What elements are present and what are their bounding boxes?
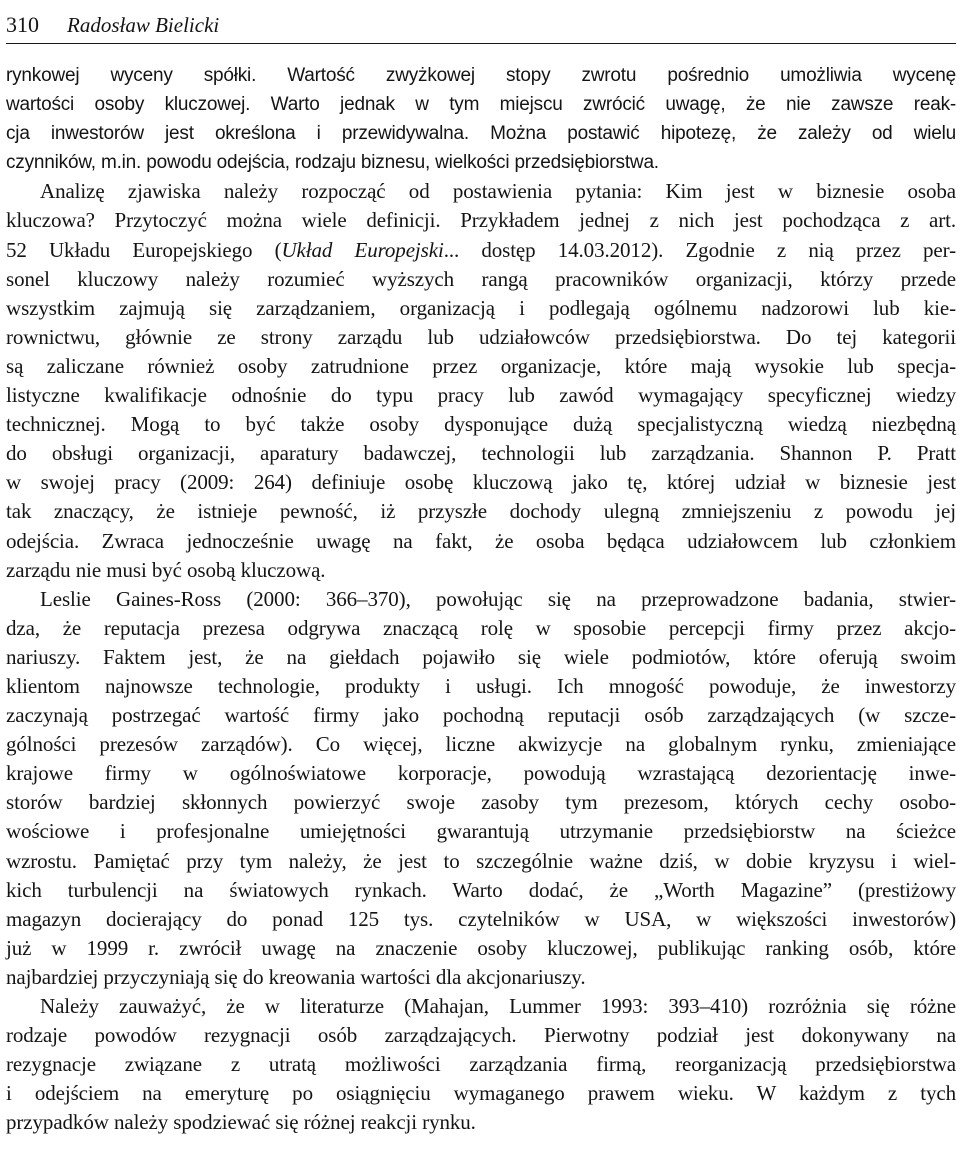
text-line: nariuszy. Faktem jest, że na giełdach pojawiło się wiele podmiotów, które oferują swoim [6,644,956,669]
page-number: 310 [6,12,39,37]
text-line: krajowe firmy w ogólnoświatowe korporacje, powodują wzrastającą dezorientację inwe- [6,761,956,786]
text-line: magazyn docierający do ponad 125 tys. czytelników w USA, w większości inwestorów) [6,906,956,931]
text-line: technicznej. Mogą to być także osoby dysponujące dużą specjalistyczną wiedzą niezbędną [6,412,956,437]
text-line: najbardziej przyczyniają się do kreowania wartości dla akcjonariuszy. [6,964,586,989]
text-line: gólności prezesów zarządów). Co więcej, liczne akwizycje na globalnym rynku, zmieniające [6,732,956,757]
text-line: już w 1999 r. zwrócił uwagę na znaczenie osoby kluczowej, publikując ranking osób, które [6,935,956,960]
paragraph-start-line: Leslie Gaines-Ross (2000: 366–370), powołując się na przeprowadzone badania, stwier- [40,586,956,611]
text-line: rownictwu, głównie ze strony zarządu lub udziałowców przedsiębiorstwa. Do tej kategorii [6,324,956,349]
paragraph-start-line: Analizę zjawiska należy rozpocząć od postawienia pytania: Kim jest w biznesie osoba [40,179,956,204]
text-line: cja inwestorów jest określona i przewidywalna. Można postawić hipotezę, że zależy od wielu [6,123,956,145]
text-line: wartości osoby kluczowej. Warto jednak w tym miejscu zwrócić uwagę, że nie zawsze reak- [6,94,956,116]
text-line: odejścia. Zwraca jednocześnie uwagę na fakt, że osoba będąca udziałowcem lub członkiem [6,528,956,553]
text-line: kluczowa? Przytoczyć można wiele definicji. Przykładem jednej z nich jest pochodząca z art. [6,208,956,233]
text-line: rezygnacje związane z utratą możliwości zarządzania firmą, reorganizacją przedsiębiorstwa [6,1052,956,1077]
text-line: wzrostu. Pamiętać przy tym należy, że jest to szczególnie ważne dziś, w dobie kryzysu i wiel- [6,848,956,873]
text-line: kich turbulencji na światowych rynkach. Warto dodać, że „Worth Magazine” (prestiżowy [6,877,956,902]
text-line: zarządu nie musi być osobą kluczową. [6,557,326,582]
text-line: w swojej pracy (2009: 264) definiuje osobę kluczową jako tę, której udział w biznesie jest [6,470,956,495]
text-line: do obsługi organizacji, aparatury badawczej, technologii lub zarządzania. Shannon P. Pratt [6,441,956,466]
text-line: tak znaczący, że istnieje pewność, iż przyszłe dochody ulegną zmniejszeniu z powodu jej [6,499,956,524]
body-text [6,61,956,1137]
text-line: listyczne kwalifikacje odnośnie do typu pracy lub zawód wymagający specyficznej wiedzy [6,383,956,408]
paragraph-start-line: Należy zauważyć, że w literaturze (Mahajan, Lummer 1993: 393–410) rozróżnia się różne [40,994,956,1018]
text-line: wszystkim zajmują się zarządzaniem, organizacją i podlegają ogólnemu nadzorowi lub kie- [6,295,956,320]
text-line: rynkowej wyceny spółki. Wartość zwyżkowej stopy zwrotu pośrednio umożliwia wycenę [6,65,956,86]
text-line: przypadków należy spodziewać się różnej reakcji rynku. [6,1110,476,1135]
text-line: rodzaje powodów rezygnacji osób zarządzających. Pierwotny podział jest dokonywany na [6,1023,956,1048]
text-line-pre: 52 Układu Europejskiego ( [6,237,282,262]
text-line: dza, że reputacja prezesa odgrywa znaczącą rolę w sposobie percepcji firmy przez akcjo- [6,615,956,640]
text-line: sonel kluczowy należy rozumieć wyższych rangą pracowników organizacji, którzy przede [6,266,956,291]
text-line: storów bardziej skłonnych powierzyć swoje zasoby tym prezesom, których cechy osobo- [6,790,956,815]
page [6,0,956,1137]
text-line: czynników, m.in. powodu odejścia, rodzaju biznesu, wielkości przedsiębiorstwa. [6,152,659,174]
text-line [6,236,956,265]
citation-italic: Układ Europejski [281,237,444,262]
running-head-author: Radosław Bielicki [67,13,220,37]
text-line: klientom najnowsze technologie, produkty i usługi. Ich mnogość powoduje, że inwestorzy [6,673,956,698]
text-line: i odejściem na emeryturę po osiągnięciu wymaganego prawem wieku. W każdym z tych [6,1081,956,1106]
text-line: zaczynają postrzegać wartość firmy jako pochodną reputacji osób zarządzających (w szcze- [6,703,956,728]
running-header [6,0,956,44]
text-line-post: ... dostęp 14.03.2012). Zgodnie z nią przez per- [443,237,956,262]
text-line: są zaliczane również osoby zatrudnione przez organizacje, które mają wysokie lub specja- [6,353,956,378]
text-line: wościowe i profesjonalne umiejętności gwarantują utrzymanie przedsiębiorstw na ścieżce [6,819,956,844]
